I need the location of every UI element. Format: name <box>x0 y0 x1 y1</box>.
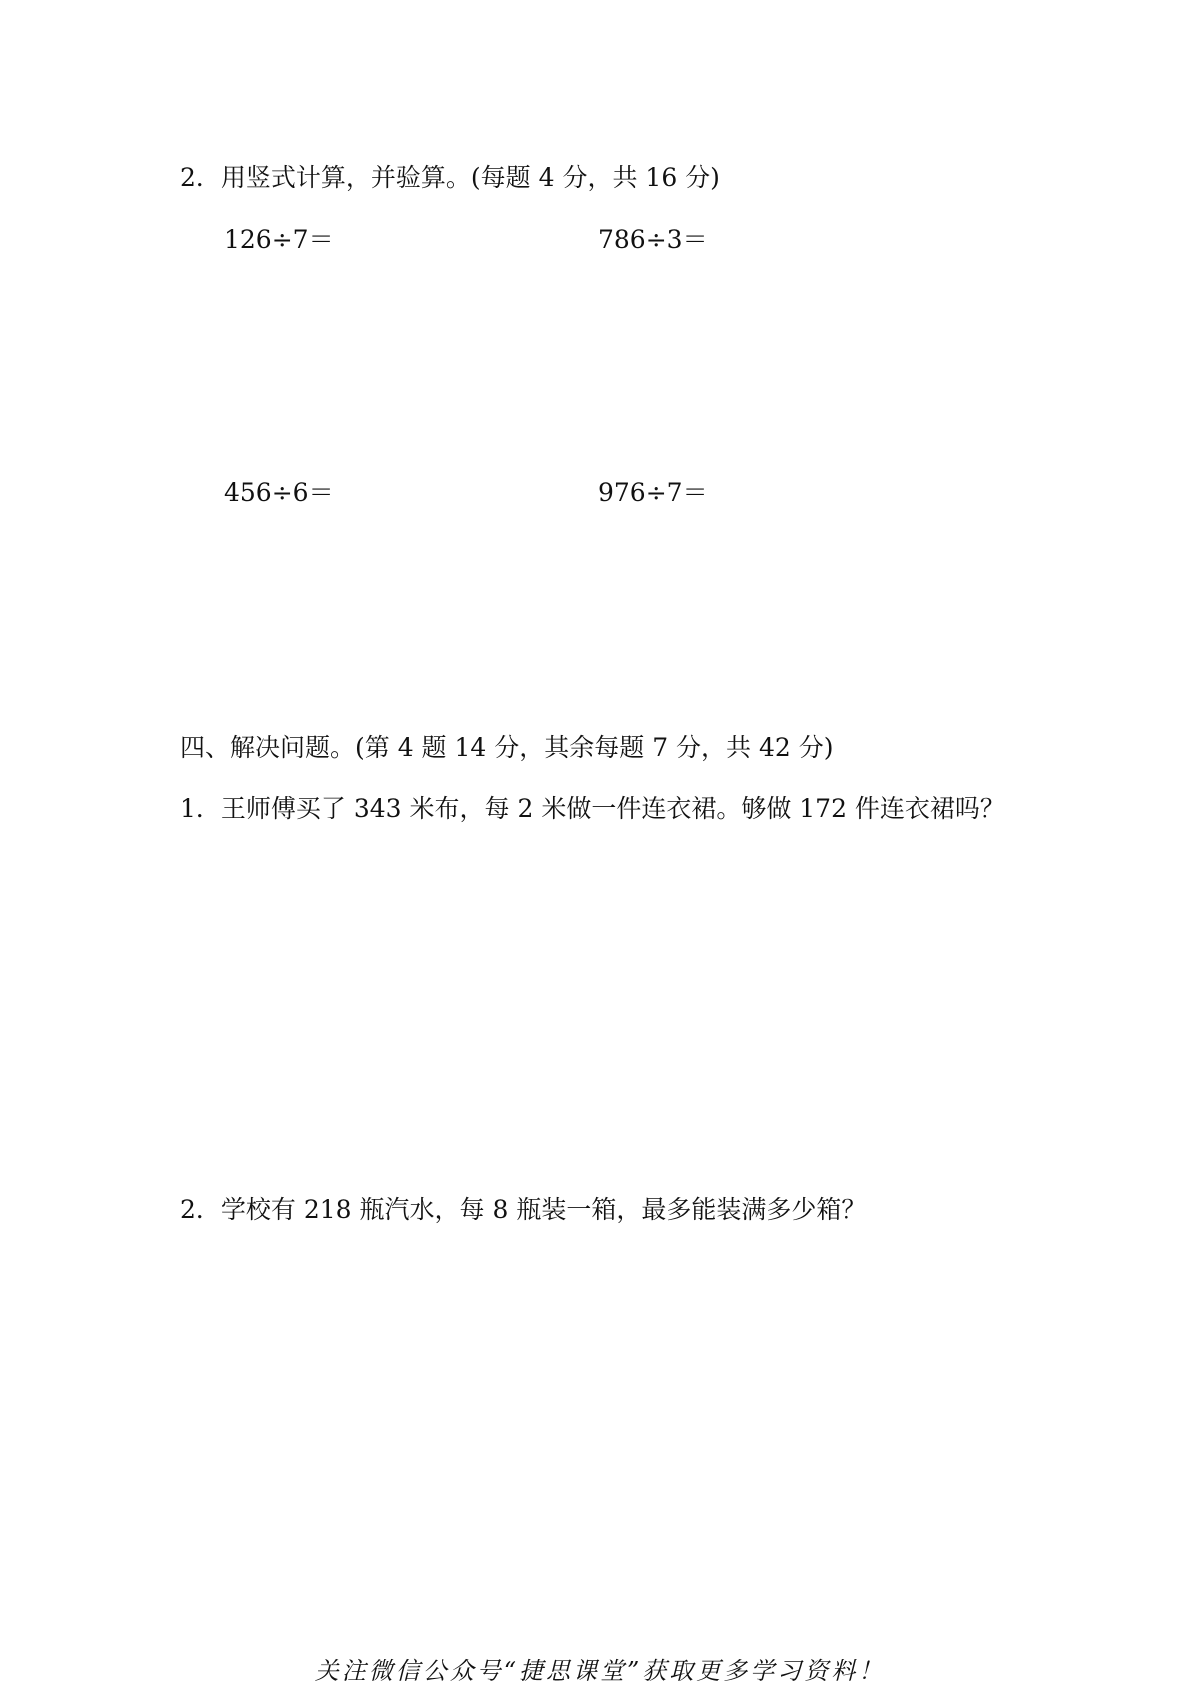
division-expression-3: 456÷6＝ <box>224 478 334 507</box>
word-problem-2: 2．学校有 218 瓶汽水，每 8 瓶装一箱，最多能装满多少箱？ <box>180 1195 867 1224</box>
division-expression-4: 976÷7＝ <box>598 478 708 507</box>
vertical-calculation-question: 2．用竖式计算，并验算。(每题 4 分，共 16 分) <box>180 163 720 192</box>
footer-note: 关注微信公众号“捷思课堂”获取更多学习资料！ <box>314 1657 886 1685</box>
division-expression-1: 126÷7＝ <box>224 225 334 254</box>
word-problem-1: 1．王师傅买了 343 米布，每 2 米做一件连衣裙。够做 172 件连衣裙吗？ <box>180 794 1005 823</box>
division-expression-2: 786÷3＝ <box>598 225 708 254</box>
section-4-title: 四、解决问题。(第 4 题 14 分，其余每题 7 分，共 42 分) <box>180 733 834 762</box>
